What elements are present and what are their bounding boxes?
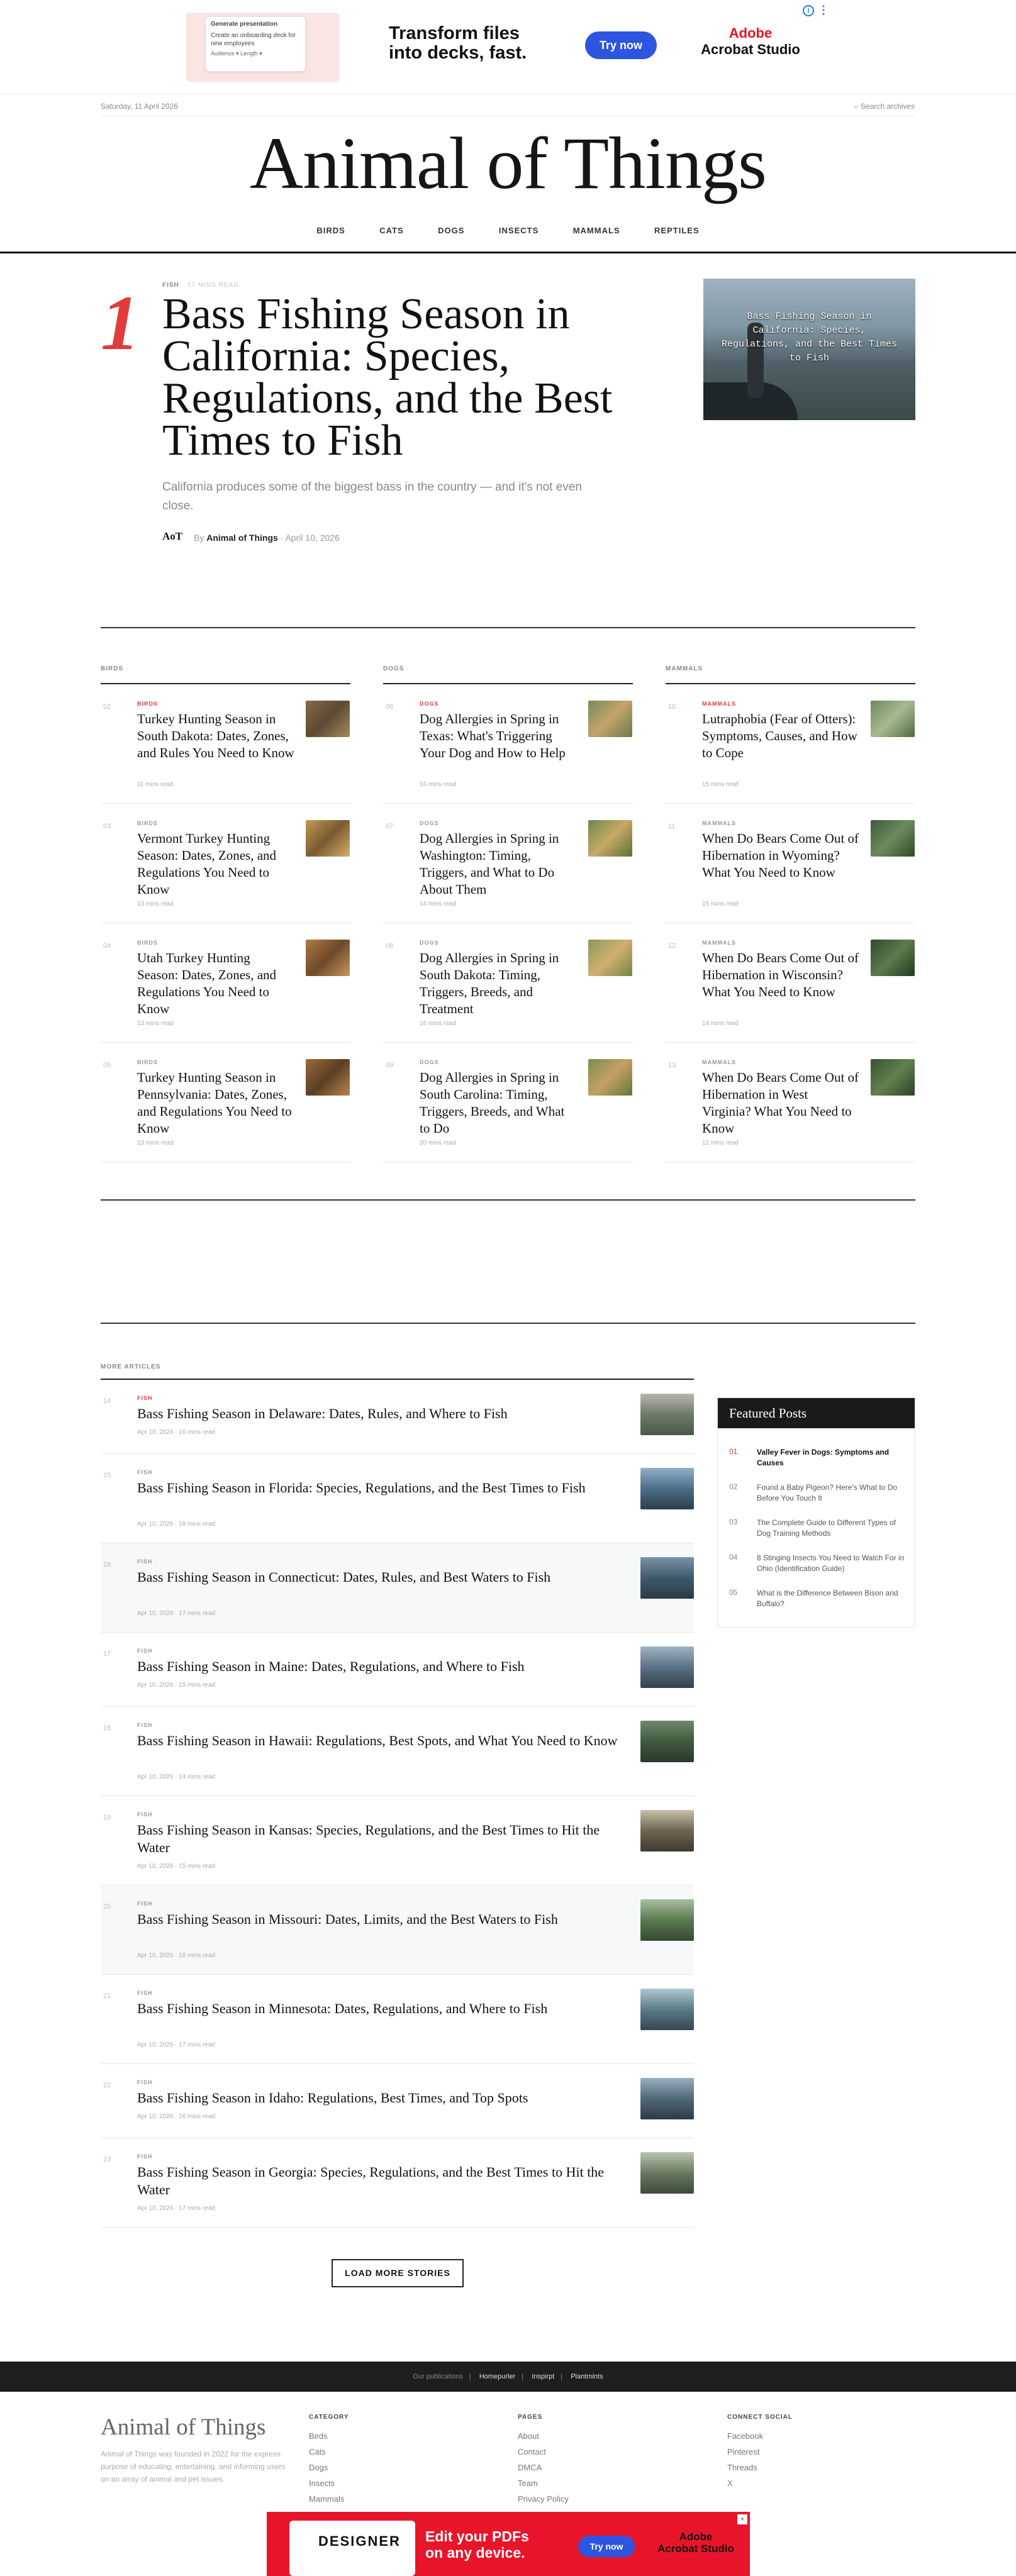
list-item[interactable] xyxy=(666,804,915,923)
publications-label: Our publications xyxy=(413,2373,463,2380)
hero-read-time: 17 MINS READ xyxy=(187,282,239,289)
nav-insects[interactable]: INSECTS xyxy=(498,226,539,235)
article-index: 23 xyxy=(103,2156,111,2163)
article-meta: Apr 10, 2026 · 14 mins read xyxy=(137,1774,215,1780)
publication-link[interactable]: Plantmints xyxy=(571,2373,603,2380)
footer-link[interactable]: DMCA xyxy=(518,2463,542,2472)
footer-link-threads[interactable]: Threads xyxy=(727,2463,757,2472)
article-meta: Apr 10, 2026 · 17 mins read xyxy=(137,2205,215,2212)
item-title[interactable]: Dog Allergies in Spring in South Carolina: Timing, Triggers, Breeds, and What to Do xyxy=(420,1070,565,1136)
search-icon: ⌕ xyxy=(854,102,861,111)
item-category[interactable]: DOGS xyxy=(420,701,439,707)
article-index: 22 xyxy=(103,2082,111,2089)
item-thumbnail[interactable] xyxy=(871,1059,915,1096)
publication-link[interactable]: Homepurler xyxy=(479,2373,516,2380)
article-category[interactable]: FISH xyxy=(137,1469,153,1475)
article-thumbnail[interactable] xyxy=(640,1468,694,1509)
footer-link[interactable]: Mammals xyxy=(309,2494,345,2504)
footer-column-heading: PAGES xyxy=(518,2414,543,2421)
author-avatar: AoT xyxy=(162,530,183,542)
item-title[interactable]: Turkey Hunting Season in Pennsylvania: Dates, Zones, and Regulations You Need to Know xyxy=(137,1070,292,1136)
article-title[interactable]: Bass Fishing Season in Maine: Dates, Regulations, and Where to Fish xyxy=(137,1658,525,1674)
ad-mockup-title: Generate presentation xyxy=(211,21,278,28)
article-row[interactable] xyxy=(101,1707,694,1796)
item-thumbnail[interactable] xyxy=(588,701,632,737)
featured-title[interactable]: 8 Stinging Insects You Need to Watch For in Ohio (Identification Guide) xyxy=(757,1553,905,1573)
nav-divider xyxy=(0,252,1016,253)
featured-title[interactable]: What is the Difference Between Bison and Buffalo? xyxy=(757,1589,898,1608)
item-category[interactable]: MAMMALS xyxy=(702,701,736,707)
column-heading-dogs[interactable]: DOGS xyxy=(383,665,405,672)
featured-number: 01 xyxy=(729,1447,738,1456)
item-category[interactable]: DOGS xyxy=(420,1059,439,1065)
item-index: 02 xyxy=(103,703,111,711)
footer-link-pinterest[interactable]: Pinterest xyxy=(727,2447,760,2457)
hero-image-caption: Bass Fishing Season in California: Species, Regulations, and the Best Times to Fish xyxy=(721,311,898,364)
item-index: 13 xyxy=(668,1062,676,1069)
item-index: 08 xyxy=(386,942,394,950)
article-category[interactable]: FISH xyxy=(137,1811,153,1818)
hero-image[interactable] xyxy=(703,279,915,420)
item-read-time: 13 mins read xyxy=(137,1020,174,1027)
more-articles-heading: MORE ARTICLES xyxy=(101,1363,161,1370)
article-row[interactable] xyxy=(101,2138,694,2228)
item-read-time: 11 mins read xyxy=(137,781,174,788)
ad-mockup-card xyxy=(205,16,306,72)
article-index: 14 xyxy=(103,1397,111,1405)
article-category[interactable]: FISH xyxy=(137,1558,153,1565)
item-title[interactable]: Dog Allergies in Spring in Texas: What's Triggering Your Dog and How to Help xyxy=(420,711,566,760)
item-index: 09 xyxy=(386,1062,394,1069)
item-thumbnail[interactable] xyxy=(871,820,915,857)
article-row[interactable] xyxy=(101,1454,694,1543)
article-index: 16 xyxy=(103,1561,111,1568)
article-category[interactable]: FISH xyxy=(137,2153,153,2160)
footer-column-social xyxy=(727,2414,793,2491)
article-meta: Apr 10, 2026 · 18 mins read xyxy=(137,1521,215,1528)
bottom-ad-headline: Edit your PDFs on any device. xyxy=(425,2528,529,2561)
article-thumbnail[interactable] xyxy=(640,2152,694,2194)
ad-brand-product: Acrobat Studio xyxy=(701,42,800,57)
item-read-time: 13 mins read xyxy=(137,1140,174,1146)
item-index: 11 xyxy=(668,823,676,830)
article-title[interactable]: Bass Fishing Season in Delaware: Dates, Rules, and Where to Fish xyxy=(137,1406,508,1421)
article-thumbnail[interactable] xyxy=(640,1394,694,1435)
article-title[interactable]: Bass Fishing Season in Hawaii: Regulations, Best Spots, and What You Need to Know xyxy=(137,1733,618,1748)
article-title[interactable]: Bass Fishing Season in Missouri: Dates, Limits, and the Best Waters to Fish xyxy=(137,1911,558,1927)
footer-logo[interactable]: Animal of Things xyxy=(101,2414,266,2440)
article-category[interactable]: FISH xyxy=(137,1395,153,1401)
item-category[interactable]: BIRDS xyxy=(137,1059,159,1065)
list-item[interactable] xyxy=(101,923,350,1043)
publications-bar: Our publications | Homepurler | Inspirpt | Plantmints xyxy=(0,2362,1016,2392)
item-read-time: 16 mins read xyxy=(420,1020,456,1027)
item-index: 06 xyxy=(386,703,394,711)
article-meta: Apr 10, 2026 · 16 mins read xyxy=(137,1952,215,1959)
article-row[interactable] xyxy=(101,1633,694,1707)
item-category[interactable]: BIRDS xyxy=(137,820,159,826)
article-meta: Apr 10, 2026 · 16 mins read xyxy=(137,2113,215,2120)
section-divider xyxy=(101,1323,915,1324)
featured-posts-heading: Featured Posts xyxy=(718,1398,915,1428)
hero-rank-number: 1 xyxy=(101,280,140,366)
hero-title[interactable]: Bass Fishing Season in California: Species, Regulations, and the Best Times to Fish xyxy=(162,290,613,465)
article-row[interactable] xyxy=(101,1975,694,2064)
item-title[interactable]: Dog Allergies in Spring in South Dakota: Timing, Triggers, Breeds, and Treatment xyxy=(420,950,559,1016)
site-title[interactable]: Animal of Things xyxy=(250,122,766,204)
list-item[interactable] xyxy=(383,923,633,1043)
featured-number: 02 xyxy=(729,1482,738,1491)
list-item[interactable] xyxy=(101,804,350,923)
article-index: 19 xyxy=(103,1814,111,1821)
item-read-time: 14 mins read xyxy=(702,1020,739,1027)
column-heading-birds[interactable]: BIRDS xyxy=(101,665,124,672)
load-more-button[interactable]: LOAD MORE STORIES xyxy=(332,2259,464,2287)
featured-title[interactable]: Valley Fever in Dogs: Symptoms and Causes xyxy=(757,1448,890,1467)
item-category[interactable]: BIRDS xyxy=(137,701,159,707)
article-thumbnail[interactable] xyxy=(640,1557,694,1599)
main-nav xyxy=(0,225,1016,236)
item-thumbnail[interactable] xyxy=(306,820,350,857)
list-item[interactable] xyxy=(383,1043,633,1162)
footer-link[interactable]: Cats xyxy=(309,2447,326,2457)
article-row[interactable] xyxy=(101,1380,694,1454)
footer-column-heading: CONNECT SOCIAL xyxy=(727,2414,793,2421)
article-index: 18 xyxy=(103,1724,111,1732)
item-index: 12 xyxy=(668,942,676,950)
nav-dogs[interactable]: DOGS xyxy=(438,226,465,235)
article-thumbnail[interactable] xyxy=(640,1810,694,1852)
hero-byline: By Animal of Things · April 10, 2026 xyxy=(194,533,340,543)
byline-prefix: By xyxy=(194,533,204,543)
list-item[interactable] xyxy=(383,684,633,804)
article-category[interactable]: FISH xyxy=(137,1722,153,1728)
item-index: 04 xyxy=(103,942,111,950)
item-title[interactable]: Lutraphobia (Fear of Otters): Symptoms, Causes, and How to Cope xyxy=(702,711,857,760)
article-title[interactable]: Bass Fishing Season in Connecticut: Dates, Rules, and Best Waters to Fish xyxy=(137,1569,551,1585)
article-thumbnail[interactable] xyxy=(640,1721,694,1762)
item-index: 10 xyxy=(668,703,676,711)
ad-try-now-button[interactable]: Try now xyxy=(585,31,657,59)
article-title[interactable]: Bass Fishing Season in Minnesota: Dates, Regulations, and Where to Fish xyxy=(137,2001,548,2016)
item-title[interactable]: When Do Bears Come Out of Hibernation in Wyoming? What You Need to Know xyxy=(702,831,859,880)
section-divider xyxy=(101,1199,915,1201)
item-category[interactable]: BIRDS xyxy=(137,940,159,946)
bottom-ad-brand-adobe: Adobe xyxy=(679,2531,713,2543)
item-title[interactable]: Dog Allergies in Spring in Washington: Timing, Triggers, and What to Do About Them xyxy=(420,831,559,897)
item-thumbnail[interactable] xyxy=(306,701,350,737)
section-divider xyxy=(101,627,915,628)
search-archives-label: Search archives xyxy=(861,102,915,111)
item-category[interactable]: DOGS xyxy=(420,940,439,946)
byline-author[interactable]: Animal of Things xyxy=(206,533,278,543)
article-category[interactable]: FISH xyxy=(137,1990,153,1996)
footer-about: Animal of Things was founded in 2022 for the express purpose of educating, entertaining, and informing users on an array of animal and pet issues. xyxy=(101,2450,286,2484)
bottom-ad-try-now-button[interactable]: Try now xyxy=(578,2536,635,2557)
item-index: 03 xyxy=(103,823,111,830)
item-read-time: 13 mins read xyxy=(137,901,174,908)
item-read-time: 20 mins read xyxy=(420,1140,456,1146)
nav-reptiles[interactable]: REPTILES xyxy=(654,226,700,235)
list-item[interactable] xyxy=(101,684,350,804)
item-title[interactable]: Utah Turkey Hunting Season: Dates, Zones, and Regulations You Need to Know xyxy=(137,950,277,1016)
item-title[interactable]: When Do Bears Come Out of Hibernation in West Virginia? What You Need to Know xyxy=(702,1070,859,1136)
footer-link[interactable]: Team xyxy=(518,2479,538,2488)
ad-brand-adobe: Adobe xyxy=(729,25,773,41)
list-item[interactable] xyxy=(666,1043,915,1162)
article-row[interactable] xyxy=(101,1543,694,1633)
item-read-time: 16 mins read xyxy=(420,781,456,788)
article-title[interactable]: Bass Fishing Season in Florida: Species, Regulations, and the Best Times to Fish xyxy=(137,1480,586,1496)
item-thumbnail[interactable] xyxy=(588,820,632,857)
article-index: 20 xyxy=(103,1903,111,1911)
featured-posts-widget xyxy=(717,1397,915,1628)
ad-mockup-options: Audience ▾ Length ▾ xyxy=(211,50,262,57)
list-item[interactable] xyxy=(666,923,915,1043)
article-row[interactable] xyxy=(101,1796,694,1885)
close-icon[interactable]: × xyxy=(737,2514,747,2524)
featured-title[interactable]: Found a Baby Pigeon? Here's What to Do Before You Touch It xyxy=(757,1483,898,1502)
list-item[interactable] xyxy=(666,684,915,804)
article-divider xyxy=(101,2227,694,2228)
item-read-time: 12 mins read xyxy=(702,1140,739,1146)
list-item[interactable] xyxy=(383,804,633,923)
item-category[interactable]: DOGS xyxy=(420,820,439,826)
nav-cats[interactable]: CATS xyxy=(379,226,404,235)
footer-column-heading: CATEGORY xyxy=(309,2414,349,2421)
column-heading-mammals[interactable]: MAMMALS xyxy=(666,665,703,672)
item-thumbnail[interactable] xyxy=(588,940,632,976)
footer-link-x[interactable]: X xyxy=(727,2479,733,2488)
featured-title[interactable]: The Complete Guide to Different Types of Dog Training Methods xyxy=(757,1518,896,1538)
article-title[interactable]: Bass Fishing Season in Kansas: Species, Regulations, and the Best Times to Hit the Water xyxy=(137,1822,600,1855)
item-read-time: 15 mins read xyxy=(702,781,739,788)
footer-link[interactable]: Insects xyxy=(309,2479,335,2488)
article-title[interactable]: Bass Fishing Season in Georgia: Species, Regulations, and the Best Times to Hit the Water xyxy=(137,2164,605,2197)
article-category[interactable]: FISH xyxy=(137,1901,153,1907)
featured-number: 04 xyxy=(729,1553,738,1562)
footer-column-pages xyxy=(518,2414,569,2507)
article-category[interactable]: FISH xyxy=(137,2079,153,2085)
article-thumbnail[interactable] xyxy=(640,1899,694,1941)
article-meta: Apr 10, 2026 · 17 mins read xyxy=(137,1610,215,1617)
footer-link[interactable]: Dogs xyxy=(309,2463,328,2472)
ad-headline: Transform files into decks, fast. xyxy=(389,23,527,63)
footer-column-category xyxy=(309,2414,349,2507)
hero-category[interactable]: FISH xyxy=(162,282,179,289)
footer-link[interactable]: Contact xyxy=(518,2447,546,2457)
top-ad-banner[interactable] xyxy=(0,0,1016,94)
nav-birds[interactable]: BIRDS xyxy=(316,226,345,235)
footer-link[interactable]: About xyxy=(518,2431,539,2441)
item-index: 05 xyxy=(103,1062,111,1069)
search-archives[interactable] xyxy=(854,102,915,111)
item-title[interactable]: When Do Bears Come Out of Hibernation in Wisconsin? What You Need to Know xyxy=(702,950,859,999)
nav-mammals[interactable]: MAMMALS xyxy=(572,226,620,235)
bottom-ad-brand xyxy=(652,2531,740,2555)
item-thumbnail[interactable] xyxy=(871,701,915,737)
ad-mockup-prompt: Create an onboarding deck for new employees xyxy=(211,32,296,47)
article-category[interactable]: FISH xyxy=(137,1648,153,1654)
item-thumbnail[interactable] xyxy=(588,1059,632,1096)
publication-link[interactable]: Inspirpt xyxy=(532,2373,555,2380)
ad-designer-text: DESIGNER xyxy=(318,2533,401,2549)
article-index: 17 xyxy=(103,1650,111,1658)
item-title[interactable]: Turkey Hunting Season in South Dakota: Dates, Zones, and Rules You Need to Know xyxy=(137,711,294,760)
article-index: 21 xyxy=(103,1992,111,2000)
item-thumbnail[interactable] xyxy=(871,940,915,976)
article-thumbnail[interactable] xyxy=(640,1646,694,1688)
article-row[interactable] xyxy=(101,2064,694,2138)
item-read-time: 14 mins read xyxy=(420,901,456,908)
item-category[interactable]: MAMMALS xyxy=(702,940,736,946)
article-index: 15 xyxy=(103,1472,111,1479)
article-meta: Apr 10, 2026 · 17 mins read xyxy=(137,2041,215,2048)
ad-menu-icon[interactable]: ⋮ xyxy=(818,4,829,16)
footer-link[interactable]: Birds xyxy=(309,2431,328,2441)
bottom-ad-banner[interactable] xyxy=(267,2512,750,2576)
article-title[interactable]: Bass Fishing Season in Idaho: Regulations, Best Times, and Top Spots xyxy=(137,2090,528,2106)
article-meta: Apr 10, 2026 · 16 mins read xyxy=(137,1429,215,1436)
header-date: Saturday, 11 April 2026 xyxy=(101,102,178,111)
article-meta: Apr 10, 2026 · 15 mins read xyxy=(137,1682,215,1689)
article-thumbnail[interactable] xyxy=(640,1989,694,2030)
article-row[interactable] xyxy=(101,1885,694,1975)
item-category[interactable]: MAMMALS xyxy=(702,820,736,826)
item-read-time: 15 mins read xyxy=(702,901,739,908)
item-index: 07 xyxy=(386,823,394,830)
featured-number: 05 xyxy=(729,1588,738,1597)
hero-subtitle: California produces some of the biggest bass in the country — and it's not even close. xyxy=(162,480,582,513)
bottom-ad-brand-product: Acrobat Studio xyxy=(657,2543,734,2555)
ad-brand xyxy=(694,25,807,58)
footer-link-facebook[interactable]: Facebook xyxy=(727,2431,764,2441)
article-meta: Apr 10, 2026 · 15 mins read xyxy=(137,1863,215,1870)
item-thumbnail[interactable] xyxy=(306,940,350,976)
list-item[interactable] xyxy=(101,1043,350,1162)
item-category[interactable]: MAMMALS xyxy=(702,1059,736,1065)
article-thumbnail[interactable] xyxy=(640,2078,694,2119)
byline-date: April 10, 2026 xyxy=(285,533,340,543)
featured-number: 03 xyxy=(729,1518,738,1526)
item-thumbnail[interactable] xyxy=(306,1059,350,1096)
ad-info-icon[interactable]: i xyxy=(803,5,814,16)
item-title[interactable]: Vermont Turkey Hunting Season: Dates, Zones, and Regulations You Need to Know xyxy=(137,831,277,897)
footer-link[interactable]: Privacy Policy xyxy=(518,2494,569,2504)
